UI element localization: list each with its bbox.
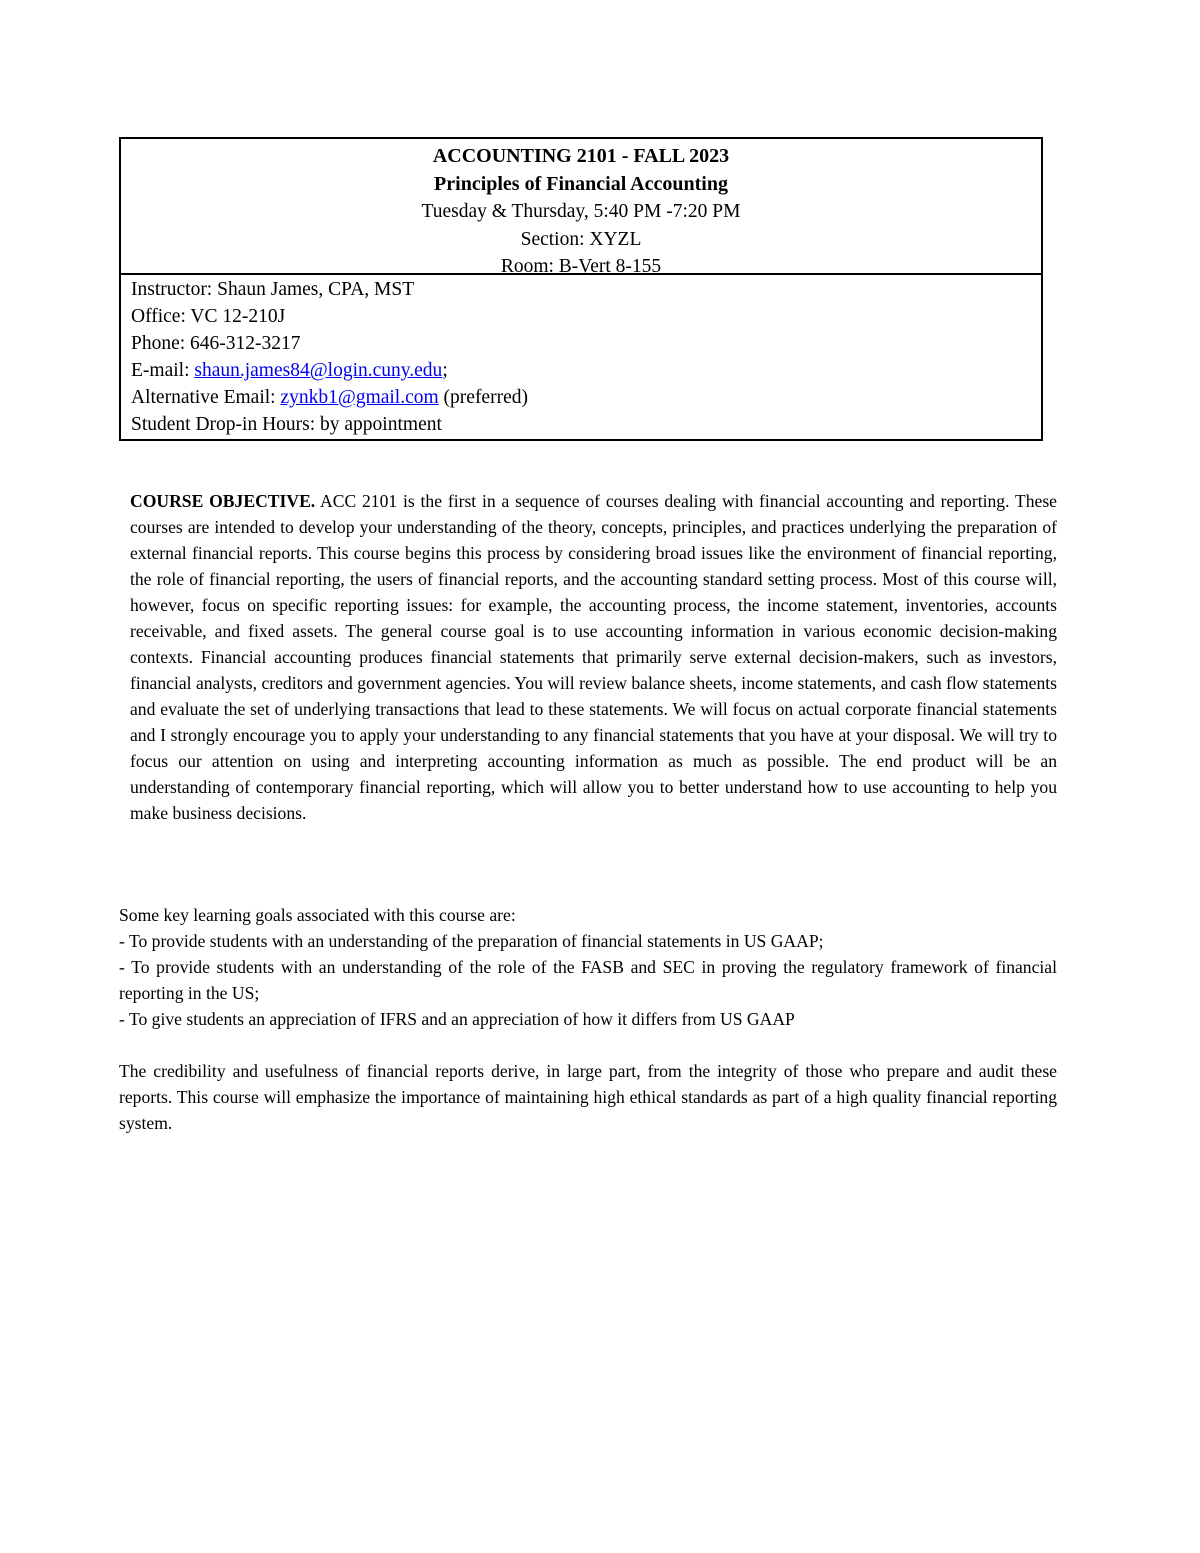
- course-header-table: [119, 137, 1043, 441]
- alt-email-suffix: (preferred): [438, 387, 528, 408]
- alt-email-label: Alternative Email:: [131, 387, 281, 408]
- instructor-office: Office: VC 12-210J: [131, 306, 286, 327]
- instructor-alt-email-line: [131, 384, 1031, 411]
- credibility-section: [119, 1058, 1057, 1136]
- course-section: Section: XYZL: [520, 228, 642, 250]
- objective-heading: COURSE OBJECTIVE.: [130, 491, 316, 511]
- goal-item: - To give students an appreciation of IFRS and an appreciation of how it differs from US GAAP: [119, 1009, 795, 1029]
- course-name: Principles of Financial Accounting: [434, 172, 728, 195]
- learning-goals-section: [119, 902, 1057, 1032]
- email-label: E-mail:: [131, 360, 195, 381]
- objective-text: ACC 2101 is the first in a sequence of courses dealing with financial accounting and reporting. These courses are intended to develop your understanding of the theory, concepts, principles, and practices underlying the preparation of external financial reports. This course begins this process by considering broad issues like the environment of financial reporting, the role of financial reporting, the users of financial reports, and the accounting standard setting process. Most of this course will, however, focus on specific reporting issues: for example, the accounting process, the income statement, inventories, accounts receivable, and fixed assets. The general course goal is to use accounting information in various economic decision-making contexts. Financial accounting produces financial statements that primarily serve external decision-makers, such as investors, financial analysts, creditors and government agencies. You will review balance sheets, income statements, and cash flow statements and evaluate the set of underlying transactions that lead to these statements. We will focus on actual corporate financial statements and I strongly encourage you to apply your understanding to any financial statements that you have at your disposal. We will try to focus our attention on using and interpreting accounting information as much as possible. The end product will be an understanding of contemporary financial reporting, which will allow you to better understand how to use accounting to help you make business decisions.: [130, 491, 1057, 823]
- instructor-hours: Student Drop-in Hours: by appointment: [131, 414, 442, 435]
- instructor-name: Instructor: Shaun James, CPA, MST: [131, 279, 415, 300]
- instructor-phone: Phone: 646-312-3217: [131, 333, 301, 354]
- course-title: ACCOUNTING 2101 - FALL 2023: [432, 145, 730, 167]
- credibility-paragraph: The credibility and usefulness of financial reports derive, in large part, from the integrity of those who prepare and audit these reports. This course will emphasize the importance of maintaining high ethical standards as part of a high quality financial reporting system.: [119, 1061, 1057, 1133]
- goal-item: - To provide students with an understanding of the role of the FASB and SEC in proving the regulatory framework of financial reporting in the US;: [119, 957, 1057, 1003]
- course-info-cell: [121, 139, 1041, 275]
- instructor-info-cell: [121, 275, 1041, 439]
- alt-email-link[interactable]: zynkb1@gmail.com: [280, 387, 439, 408]
- goal-item: - To provide students with an understanding of the preparation of financial statements in US GAAP;: [119, 931, 824, 951]
- course-room: Room: B-Vert 8-155: [500, 256, 662, 277]
- goals-intro: Some key learning goals associated with this course are:: [119, 905, 516, 925]
- course-objective-paragraph: [130, 488, 1057, 826]
- instructor-email-line: [131, 357, 1031, 384]
- email-suffix: ;: [442, 360, 448, 381]
- email-link[interactable]: shaun.james84@login.cuny.edu: [194, 360, 443, 381]
- course-schedule: Tuesday & Thursday, 5:40 PM -7:20 PM: [421, 201, 741, 222]
